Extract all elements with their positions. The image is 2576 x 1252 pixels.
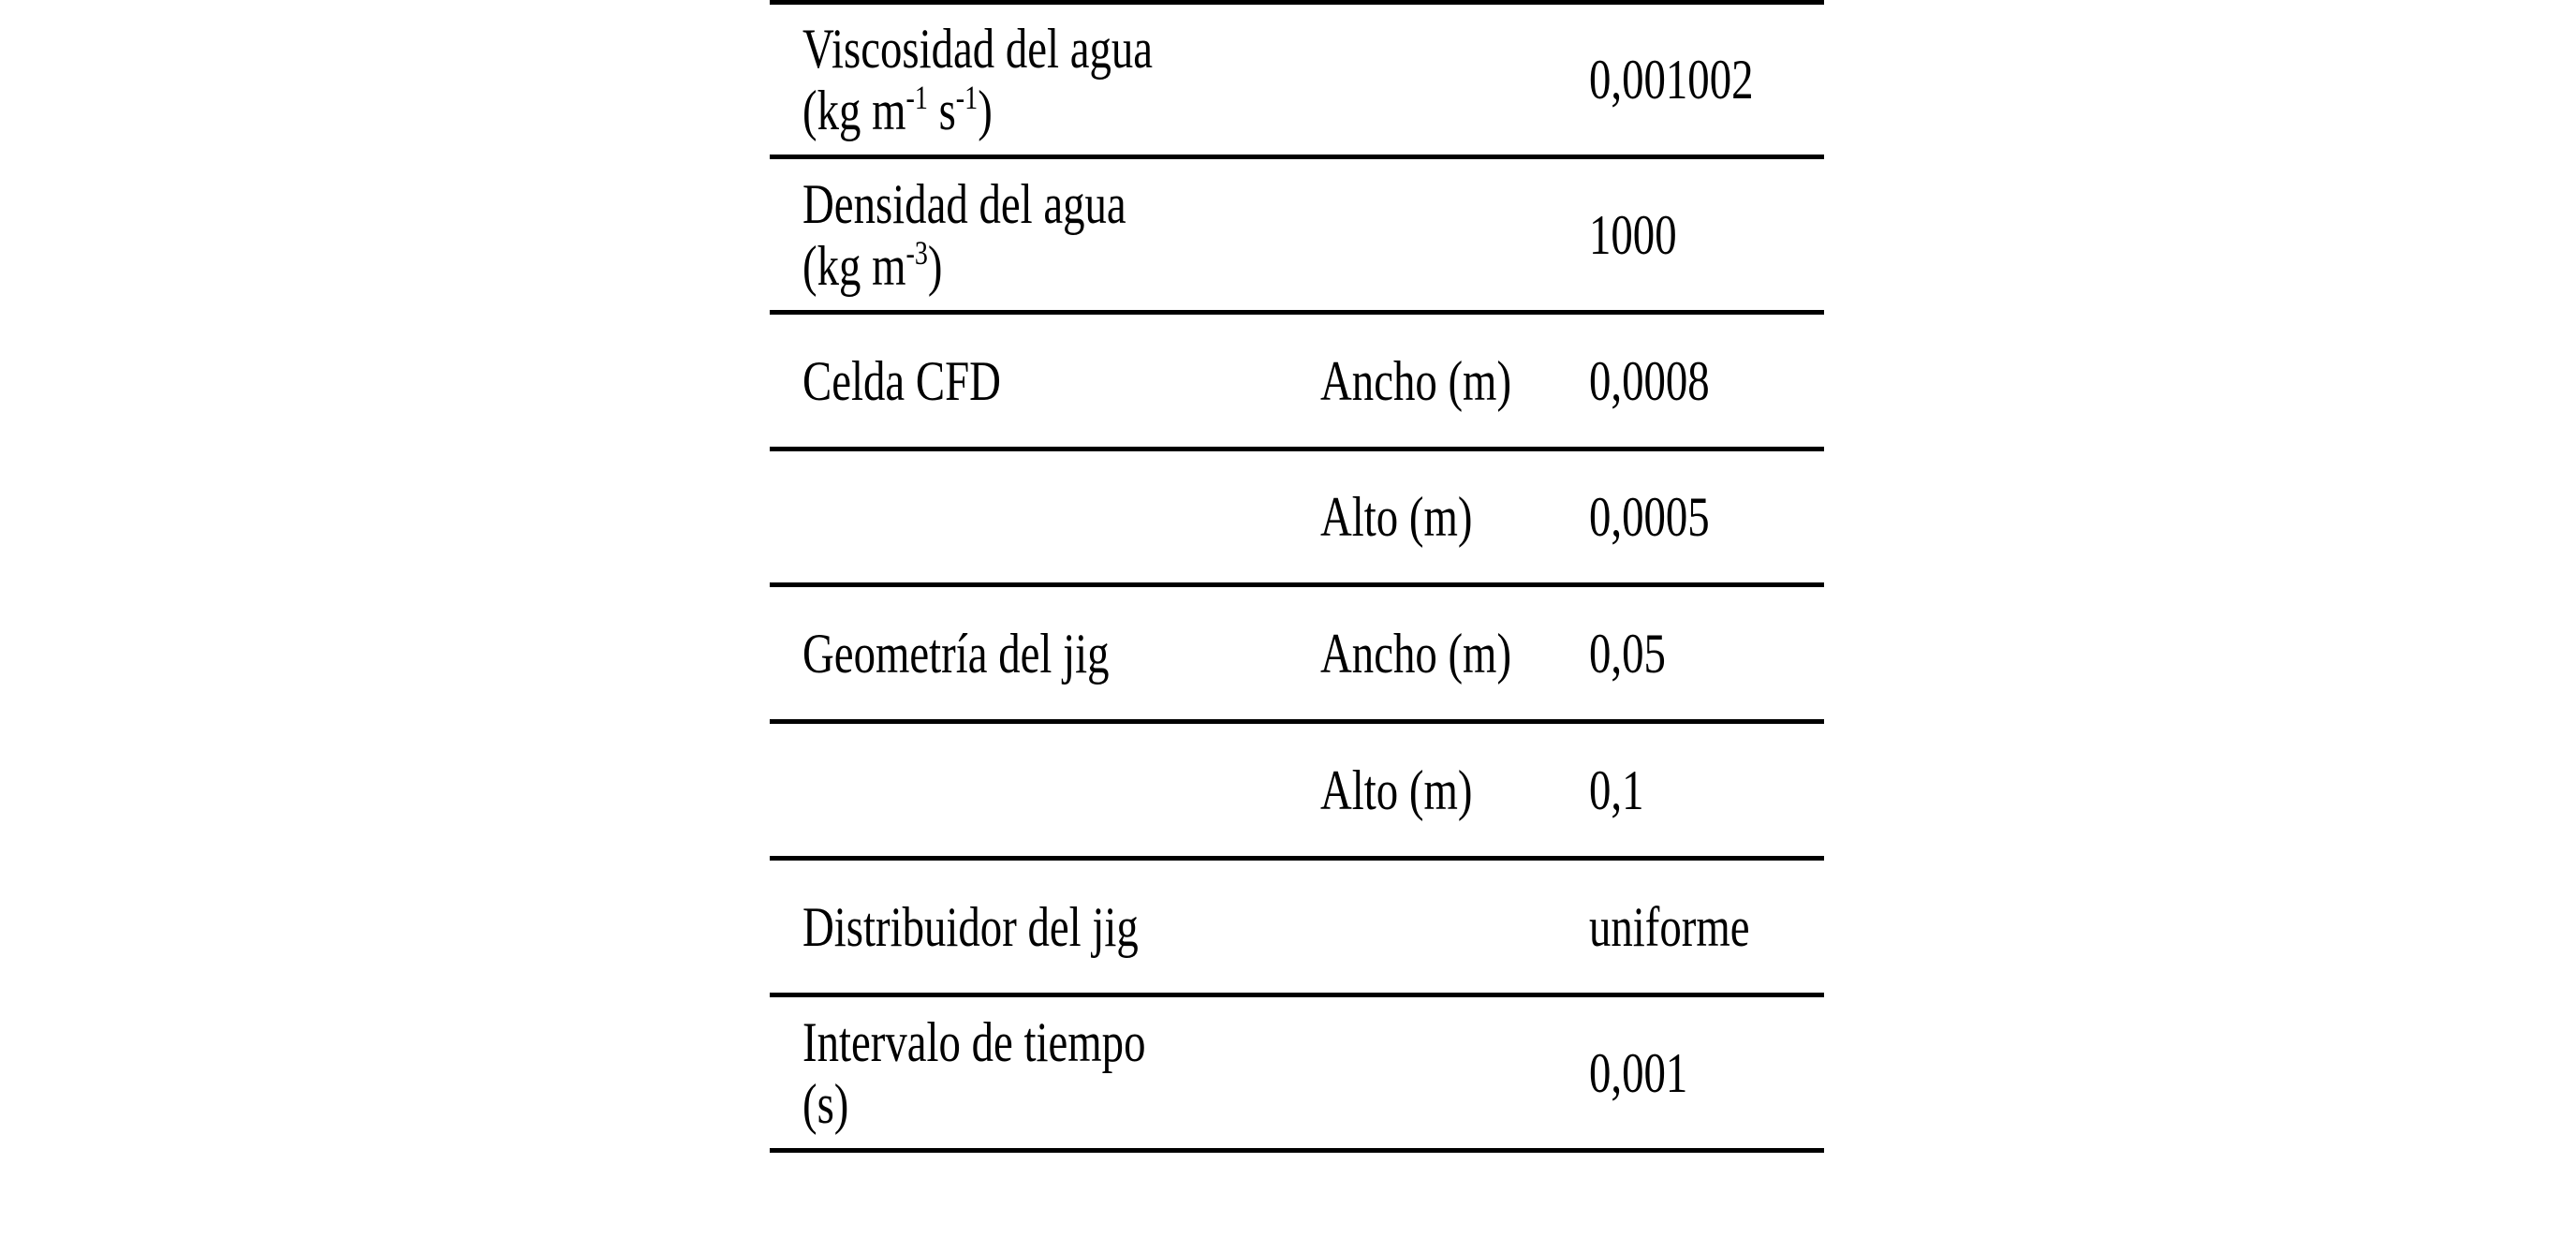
parameters-table: [770, 0, 1824, 1153]
param-label: Celda CFD: [802, 349, 1001, 412]
param-value: 0,1: [1589, 759, 1644, 821]
table-row: [770, 856, 1824, 993]
param-value: 1000: [1589, 203, 1677, 266]
sub-param-label: Alto (m): [1320, 486, 1473, 548]
table-row: [770, 155, 1824, 310]
param-label: Viscosidad del agua (kg $m^{-1}$ $s^{-1}$): [802, 18, 1154, 141]
param-label: Intervalo de tiempo (s): [802, 1010, 1146, 1135]
table-row: [770, 0, 1824, 155]
table-row: [770, 447, 1824, 582]
param-value: 0,0005: [1589, 486, 1710, 548]
param-label: Geometría del jig: [802, 622, 1110, 685]
table-row: [770, 582, 1824, 719]
sub-param-label: Ancho (m): [1320, 349, 1512, 412]
sub-param-label: Alto (m): [1320, 759, 1473, 821]
table-row: [770, 719, 1824, 856]
sub-param-label: Ancho (m): [1320, 622, 1512, 685]
param-value: 0,0008: [1589, 349, 1710, 412]
table-row: [770, 310, 1824, 447]
param-value: 0,001002: [1589, 49, 1754, 110]
param-label: Distribuidor del jig: [802, 895, 1139, 958]
param-value: 0,001: [1589, 1041, 1688, 1104]
table-row: [770, 993, 1824, 1153]
param-label: Densidad del agua (kg $m^{-3}$): [802, 172, 1126, 297]
param-value: uniforme: [1589, 895, 1750, 958]
param-value: 0,05: [1589, 622, 1666, 685]
